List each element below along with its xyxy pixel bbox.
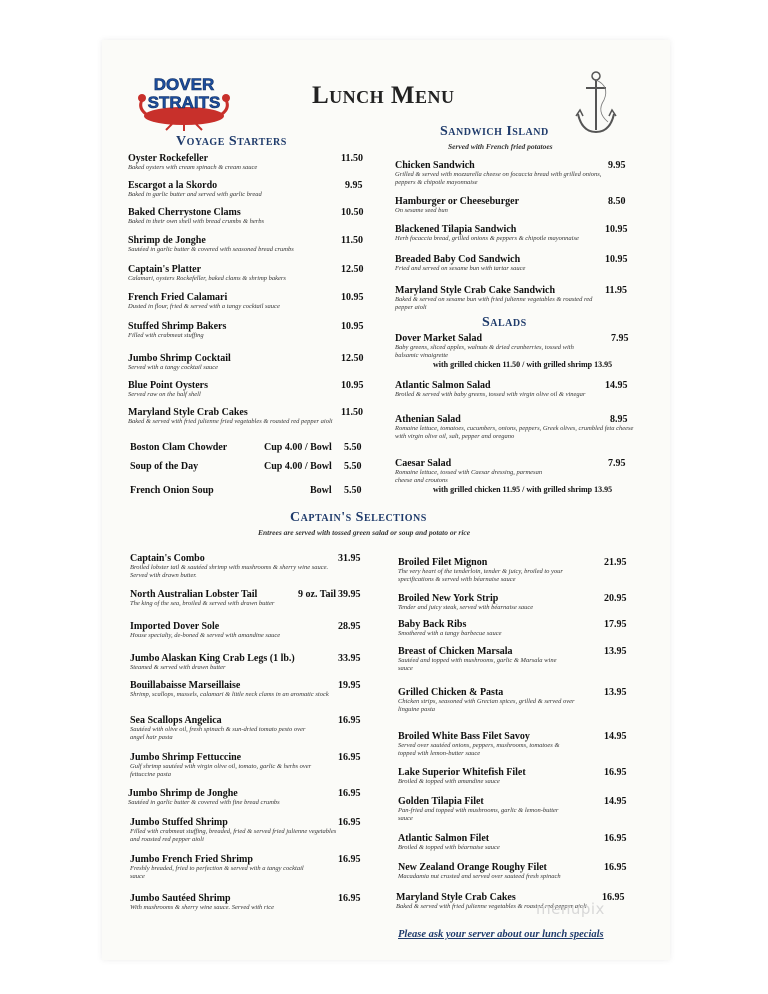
item-price: 16.95: [338, 788, 361, 799]
item-price: 7.95: [611, 333, 629, 344]
item-name: French Fried Calamari: [128, 292, 228, 303]
item-name: Breaded Baby Cod Sandwich: [395, 254, 521, 265]
item-desc: Shrimp, scallops, mussels, calamari & little neck clams in an aromatic stock: [130, 691, 329, 698]
item-price: 13.95: [604, 687, 627, 698]
item-desc: Baked in their own shell with bread crumbs & herbs: [128, 218, 265, 225]
item-desc: Baked & served on sesame bun with fried julienne vegetables & roasted red pepper aioli: [395, 296, 593, 311]
item-price: 9.95: [608, 160, 626, 171]
section-subheading-selections: Entrees are served with tossed green salad or soup and potato or rice: [258, 528, 471, 537]
item-price: 14.95: [604, 731, 627, 742]
item-desc: Smothered with a tangy barbecue sauce: [398, 630, 502, 637]
item-price: 12.50: [341, 353, 364, 364]
item-desc: Tender and juicy steak, served with béarnaise sauce: [398, 604, 534, 611]
item-desc: Grilled & served with mozzarella cheese on focaccia bread with grilled onions, peppers & chipotle mayonnaise: [395, 171, 602, 186]
item-desc: Baked in garlic butter and served with garlic bread: [128, 191, 262, 198]
item-price: 9.95: [345, 180, 363, 191]
item-price: 10.95: [341, 380, 364, 391]
soup-price: 5.50: [344, 461, 362, 472]
item-price: 12.50: [341, 264, 364, 275]
logo-text-line1: DOVER: [153, 75, 215, 94]
logo-text-line2: STRAITS: [147, 93, 221, 112]
item-desc: The king of the sea, broiled & served with drawn butter: [130, 600, 275, 607]
item-name: Bouillabaisse Marseillaise: [130, 680, 241, 691]
item-desc: Fried and served on sesame bun with tartar sauce: [395, 265, 526, 272]
item-desc: Served raw on the half shell: [128, 391, 201, 398]
menu-item: [398, 767, 598, 786]
item-name: Escargot a la Skordo: [128, 180, 218, 191]
menu-item: [398, 557, 598, 584]
item-price: 11.95: [605, 285, 627, 296]
item-desc: Sautéed in garlic butter & covered with seasoned bread crumbs: [128, 246, 294, 253]
item-desc: Freshly breaded, fried to perfection & served with a tangy cocktail sauce: [130, 865, 304, 880]
item-desc: Calamari, oysters Rockefeller, baked clams & shrimp bakers: [128, 275, 286, 282]
item-price: 16.95: [604, 767, 627, 778]
item-desc: Pan-fried and topped with mushrooms, garlic & lemon-butter sauce: [398, 807, 559, 822]
item-name: Jumbo Shrimp de Jonghe: [128, 788, 238, 799]
item-price: 31.95: [338, 553, 361, 564]
watermark: menupix: [536, 900, 605, 918]
item-name: Jumbo Shrimp Cocktail: [128, 353, 231, 364]
item-name: Baked Cherrystone Clams: [128, 207, 241, 218]
dover-straits-logo: [132, 72, 236, 132]
item-desc: Baked oysters with cream spinach & cream sauce: [128, 164, 258, 171]
item-name: Lake Superior Whitefish Filet: [398, 767, 526, 778]
item-price: 39.95: [338, 589, 361, 600]
item-name: Jumbo French Fried Shrimp: [130, 854, 253, 865]
section-subheading-sandwiches: Served with French fried potatoes: [448, 142, 553, 151]
menu-item: [130, 715, 320, 742]
item-price: 16.95: [338, 854, 361, 865]
item-name: Maryland Style Crab Cakes: [128, 407, 248, 418]
menu-item: [130, 817, 340, 844]
item-name: New Zealand Orange Roughy Filet: [398, 862, 547, 873]
soup-name: Boston Clam Chowder: [130, 442, 228, 453]
menu-item: [128, 788, 333, 807]
item-desc: Sautéed with olive oil, fresh spinach & sun-dried tomato pesto over angel hair pasta: [130, 726, 306, 741]
soup-price: 5.50: [344, 442, 362, 453]
menu-item: [398, 687, 588, 714]
item-price: 11.50: [341, 235, 363, 246]
item-desc: Broiled & topped with béarnaise sauce: [398, 844, 500, 851]
item-name: Chicken Sandwich: [395, 160, 475, 171]
menu-item: [130, 680, 330, 699]
item-price: 14.95: [605, 380, 628, 391]
item-price: 19.95: [338, 680, 361, 691]
item-extra: with grilled chicken 11.95 / with grilled shrimp 13.95: [433, 485, 613, 494]
item-name: Jumbo Alaskan King Crab Legs (1 lb.): [130, 653, 295, 664]
item-size: 9 oz. Tail: [298, 589, 337, 600]
item-desc: Filled with crabmeat stuffing, breaded, fried & served fried julienne vegetables and roasted red pepper aioli: [130, 828, 337, 843]
menu-item: [395, 414, 640, 441]
menu-item: [395, 254, 605, 273]
section-heading-starters: Voyage Starters: [176, 134, 287, 149]
item-desc: House specialty, de-boned & served with amandine sauce: [130, 632, 281, 639]
soup-size: Bowl: [310, 485, 332, 496]
menu-item: [128, 407, 343, 426]
menu-item: [395, 333, 635, 369]
menu-item: [130, 893, 330, 912]
item-desc: Sautéed in garlic butter & covered with fine bread crumbs: [128, 799, 280, 806]
menu-item: [395, 458, 635, 494]
item-name: Stuffed Shrimp Bakers: [128, 321, 227, 332]
item-name: Shrimp de Jonghe: [128, 235, 206, 246]
item-name: Jumbo Shrimp Fettuccine: [130, 752, 242, 763]
item-price: 11.50: [341, 407, 363, 418]
item-price: 11.50: [341, 153, 363, 164]
item-desc: On sesame seed bun: [395, 207, 448, 214]
item-name: Broiled New York Strip: [398, 593, 499, 604]
item-desc: Baby greens, sliced apples, walnuts & dried cranberries, tossed with balsamic vinaigrette: [395, 344, 574, 359]
section-heading-selections: Captain's Selections: [290, 510, 427, 525]
menu-item: [128, 180, 378, 199]
item-name: North Australian Lobster Tail: [130, 589, 258, 600]
item-price: 10.95: [605, 224, 628, 235]
item-price: 16.95: [338, 817, 361, 828]
item-desc: Broiled & topped with amandine sauce: [398, 778, 500, 785]
item-desc: Romaine lettuce, tossed with Caesar dressing, parmesan cheese and croutons: [395, 469, 543, 484]
item-desc: Baked & served with fried julienne vegetables & roasted red pepper aioli: [396, 903, 587, 910]
item-desc: Served over sautéed onions, peppers, mushrooms, tomatoes & topped with lemon-butter sauce: [398, 742, 560, 757]
item-name: Blue Point Oysters: [128, 380, 208, 391]
menu-item: [395, 196, 605, 215]
menu-item: [398, 731, 578, 758]
item-price: 16.95: [604, 833, 627, 844]
item-price: 8.50: [608, 196, 626, 207]
soup-name: Soup of the Day: [130, 461, 199, 472]
item-name: Baby Back Ribs: [398, 619, 467, 630]
item-price: 16.95: [604, 862, 627, 873]
item-desc: Sautéed and topped with mushrooms, garlic & Marsala wine sauce: [398, 657, 557, 672]
menu-item: [398, 646, 558, 673]
item-name: Grilled Chicken & Pasta: [398, 687, 504, 698]
item-name: Jumbo Stuffed Shrimp: [130, 817, 228, 828]
item-name: Sea Scallops Angelica: [130, 715, 222, 726]
item-price: 28.95: [338, 621, 361, 632]
item-desc: Gulf shrimp sautéed with virgin olive oil, tomato, garlic & herbs over fettuccine pasta: [130, 763, 312, 778]
item-price: 13.95: [604, 646, 627, 657]
item-desc: Served with a tangy cocktail sauce: [128, 364, 219, 371]
item-price: 10.95: [341, 292, 364, 303]
item-desc: Macadamia nut crusted and served over sauteed fresh spinach: [398, 873, 561, 880]
soup-name: French Onion Soup: [130, 485, 214, 496]
menu-item: [398, 619, 598, 638]
page-title: Lunch Menu: [312, 82, 455, 109]
anchor-icon: [574, 70, 618, 138]
item-price: 17.95: [604, 619, 627, 630]
item-name: Broiled White Bass Filet Savoy: [398, 731, 530, 742]
item-price: 20.95: [604, 593, 627, 604]
menu-item: [395, 285, 595, 312]
item-name: Imported Dover Sole: [130, 621, 220, 632]
item-desc: Steamed & served with drawn butter: [130, 664, 226, 671]
lunch-specials-note: Please ask your server about our lunch specials: [398, 929, 604, 940]
item-name: Dover Market Salad: [395, 333, 483, 344]
item-desc: With mushrooms & sherry wine sauce. Served with rice: [130, 904, 275, 911]
menu-item: [398, 796, 568, 823]
item-price: 21.95: [604, 557, 627, 568]
soup-price: 5.50: [344, 485, 362, 496]
item-price: 16.95: [602, 892, 625, 903]
item-name: Oyster Rockefeller: [128, 153, 209, 164]
item-name: Captain's Platter: [128, 264, 202, 275]
section-heading-salads: Salads: [482, 315, 527, 330]
item-name: Blackened Tilapia Sandwich: [395, 224, 517, 235]
menu-item: [398, 833, 598, 852]
menu-item: [130, 854, 320, 881]
item-price: 16.95: [338, 752, 361, 763]
item-name: Maryland Style Crab Cakes: [396, 892, 516, 903]
item-desc: The very heart of the tenderloin, tender & juicy, broiled to your specifications & served with béarnaise sauce: [398, 568, 563, 583]
item-price: 10.50: [341, 207, 364, 218]
menu-item: [398, 593, 598, 612]
item-name: Captain's Combo: [130, 553, 205, 564]
item-desc: Baked & served with fried julienne fried vegetables & roasted red pepper aioli: [128, 418, 333, 425]
item-desc: Romaine lettuce, tomatoes, cucumbers, onions, peppers, Greek olives, crumbled feta cheese with virgin olive oil, salt, pepper and oregano: [395, 425, 634, 440]
item-price: 10.95: [605, 254, 628, 265]
item-name: Breast of Chicken Marsala: [398, 646, 513, 657]
item-price: 8.95: [610, 414, 628, 425]
item-name: Athenian Salad: [395, 414, 461, 425]
item-name: Caesar Salad: [395, 458, 452, 469]
item-name: Maryland Style Crab Cake Sandwich: [395, 285, 556, 296]
menu-item: [130, 621, 330, 640]
section-heading-sandwiches: Sandwich Island: [440, 124, 549, 139]
soup-size: Cup 4.00 / Bowl: [264, 442, 332, 453]
item-price: 10.95: [341, 321, 364, 332]
item-desc: Filled with crabmeat stuffing: [128, 332, 204, 339]
item-price: 33.95: [338, 653, 361, 664]
soup-size: Cup 4.00 / Bowl: [264, 461, 332, 472]
item-desc: Chicken strips, seasoned with Grecian spices, grilled & served over linguine pasta: [398, 698, 575, 713]
item-desc: Dusted in flour, fried & served with a tangy cocktail sauce: [128, 303, 280, 310]
menu-item: [398, 862, 608, 881]
item-name: Atlantic Salmon Filet: [398, 833, 490, 844]
menu-item: [130, 752, 320, 779]
item-name: Broiled Filet Mignon: [398, 557, 488, 568]
item-name: Hamburger or Cheeseburger: [395, 196, 520, 207]
item-name: Jumbo Sautéed Shrimp: [130, 893, 231, 904]
item-price: 7.95: [608, 458, 626, 469]
menu-item: [395, 160, 620, 187]
menu-item: [130, 553, 330, 580]
item-desc: Broiled lobster tail & sautéed shrimp with mushrooms & sherry wine sauce. Served with drawn butter.: [130, 564, 329, 579]
item-desc: Broiled & served with baby greens, tossed with virgin olive oil & vinegar: [395, 391, 586, 398]
item-desc: Herb focaccia bread, grilled onions & peppers & chipotle mayonnaise: [395, 235, 579, 242]
item-price: 14.95: [604, 796, 627, 807]
menu-item: [130, 653, 330, 672]
item-price: 16.95: [338, 893, 361, 904]
item-extra: with grilled chicken 11.50 / with grilled shrimp 13.95: [433, 360, 613, 369]
item-name: Golden Tilapia Filet: [398, 796, 484, 807]
item-price: 16.95: [338, 715, 361, 726]
item-name: Atlantic Salmon Salad: [395, 380, 491, 391]
menu-item: [395, 224, 610, 243]
